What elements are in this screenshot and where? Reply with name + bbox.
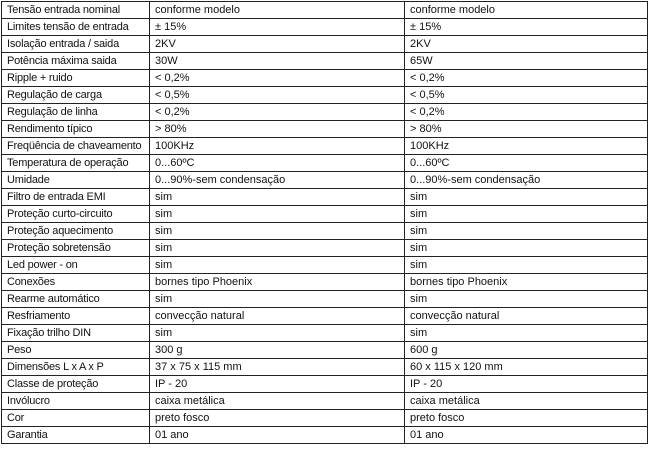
parameter-cell: Temperatura de operação: [2, 155, 150, 172]
table-row: [2, 274, 648, 291]
parameter-cell: Umidade: [2, 172, 150, 189]
model-a-value-cell: 300 g: [150, 342, 405, 359]
model-b-value-cell: ± 15%: [405, 19, 648, 36]
table-row: [2, 70, 648, 87]
model-a-value-cell: 30W: [150, 53, 405, 70]
model-b-value-cell: 2KV: [405, 36, 648, 53]
model-b-value-cell: 0...60ºC: [405, 155, 648, 172]
table-row: [2, 342, 648, 359]
table-row: [2, 87, 648, 104]
model-b-value-cell: sim: [405, 240, 648, 257]
model-b-value-cell: convecção natural: [405, 308, 648, 325]
parameter-cell: Resfriamento: [2, 308, 150, 325]
table-row: [2, 19, 648, 36]
model-b-value-cell: caixa metálica: [405, 393, 648, 410]
model-a-value-cell: 01 ano: [150, 427, 405, 444]
table-row: [2, 257, 648, 274]
table-row: [2, 393, 648, 410]
parameter-cell: Rendimento típico: [2, 121, 150, 138]
model-a-value-cell: bornes tipo Phoenix: [150, 274, 405, 291]
table-row: [2, 240, 648, 257]
parameter-cell: Isolação entrada / saida: [2, 36, 150, 53]
model-a-value-cell: sim: [150, 189, 405, 206]
parameter-cell: Classe de proteção: [2, 376, 150, 393]
model-a-value-cell: ± 15%: [150, 19, 405, 36]
model-a-value-cell: sim: [150, 206, 405, 223]
parameter-cell: Rearme automático: [2, 291, 150, 308]
model-a-value-cell: 2KV: [150, 36, 405, 53]
table-row: [2, 223, 648, 240]
parameter-cell: Conexões: [2, 274, 150, 291]
table-row: [2, 376, 648, 393]
table-row: [2, 138, 648, 155]
model-b-value-cell: sim: [405, 223, 648, 240]
table-row: [2, 359, 648, 376]
model-b-value-cell: < 0,2%: [405, 104, 648, 121]
specifications-table: [1, 1, 648, 444]
model-b-value-cell: sim: [405, 291, 648, 308]
parameter-cell: Potência máxima saida: [2, 53, 150, 70]
model-a-value-cell: convecção natural: [150, 308, 405, 325]
parameter-cell: Led power - on: [2, 257, 150, 274]
table-row: [2, 155, 648, 172]
model-b-value-cell: sim: [405, 257, 648, 274]
parameter-cell: Garantia: [2, 427, 150, 444]
parameter-cell: Dimensões L x A x P: [2, 359, 150, 376]
model-b-value-cell: > 80%: [405, 121, 648, 138]
model-b-value-cell: 100KHz: [405, 138, 648, 155]
table-row: [2, 172, 648, 189]
model-a-value-cell: preto fosco: [150, 410, 405, 427]
model-b-value-cell: bornes tipo Phoenix: [405, 274, 648, 291]
model-b-value-cell: sim: [405, 189, 648, 206]
model-b-value-cell: 60 x 115 x 120 mm: [405, 359, 648, 376]
parameter-cell: Cor: [2, 410, 150, 427]
table-row: [2, 291, 648, 308]
model-a-value-cell: < 0,2%: [150, 70, 405, 87]
model-a-value-cell: > 80%: [150, 121, 405, 138]
model-b-value-cell: preto fosco: [405, 410, 648, 427]
model-b-value-cell: 0...90%-sem condensação: [405, 172, 648, 189]
model-a-value-cell: sim: [150, 240, 405, 257]
parameter-cell: Filtro de entrada EMI: [2, 189, 150, 206]
parameter-cell: Invólucro: [2, 393, 150, 410]
parameter-cell: Proteção aquecimento: [2, 223, 150, 240]
model-a-value-cell: 0...90%-sem condensação: [150, 172, 405, 189]
table-row: [2, 104, 648, 121]
model-a-value-cell: sim: [150, 291, 405, 308]
table-row: [2, 206, 648, 223]
model-b-value-cell: conforme modelo: [405, 2, 648, 19]
table-row: [2, 427, 648, 444]
table-row: [2, 2, 648, 19]
table-row: [2, 308, 648, 325]
table-row: [2, 325, 648, 342]
model-a-value-cell: 100KHz: [150, 138, 405, 155]
model-b-value-cell: 65W: [405, 53, 648, 70]
table-row: [2, 410, 648, 427]
parameter-cell: Proteção curto-circuito: [2, 206, 150, 223]
parameter-cell: Freqüência de chaveamento: [2, 138, 150, 155]
model-a-value-cell: < 0,2%: [150, 104, 405, 121]
model-a-value-cell: IP - 20: [150, 376, 405, 393]
model-a-value-cell: sim: [150, 257, 405, 274]
parameter-cell: Proteção sobretensão: [2, 240, 150, 257]
model-a-value-cell: caixa metálica: [150, 393, 405, 410]
model-b-value-cell: 01 ano: [405, 427, 648, 444]
parameter-cell: Peso: [2, 342, 150, 359]
model-a-value-cell: < 0,5%: [150, 87, 405, 104]
table-row: [2, 36, 648, 53]
model-b-value-cell: sim: [405, 325, 648, 342]
parameter-cell: Regulação de linha: [2, 104, 150, 121]
table-row: [2, 189, 648, 206]
table-row: [2, 53, 648, 70]
model-a-value-cell: conforme modelo: [150, 2, 405, 19]
model-a-value-cell: sim: [150, 223, 405, 240]
model-b-value-cell: IP - 20: [405, 376, 648, 393]
model-b-value-cell: 600 g: [405, 342, 648, 359]
model-a-value-cell: sim: [150, 325, 405, 342]
model-a-value-cell: 37 x 75 x 115 mm: [150, 359, 405, 376]
specifications-table-body: [2, 2, 648, 444]
parameter-cell: Regulação de carga: [2, 87, 150, 104]
parameter-cell: Ripple + ruido: [2, 70, 150, 87]
model-b-value-cell: sim: [405, 206, 648, 223]
parameter-cell: Tensão entrada nominal: [2, 2, 150, 19]
parameter-cell: Fixação trilho DIN: [2, 325, 150, 342]
parameter-cell: Limites tensão de entrada: [2, 19, 150, 36]
model-b-value-cell: < 0,2%: [405, 70, 648, 87]
table-row: [2, 121, 648, 138]
model-a-value-cell: 0...60ºC: [150, 155, 405, 172]
model-b-value-cell: < 0,5%: [405, 87, 648, 104]
